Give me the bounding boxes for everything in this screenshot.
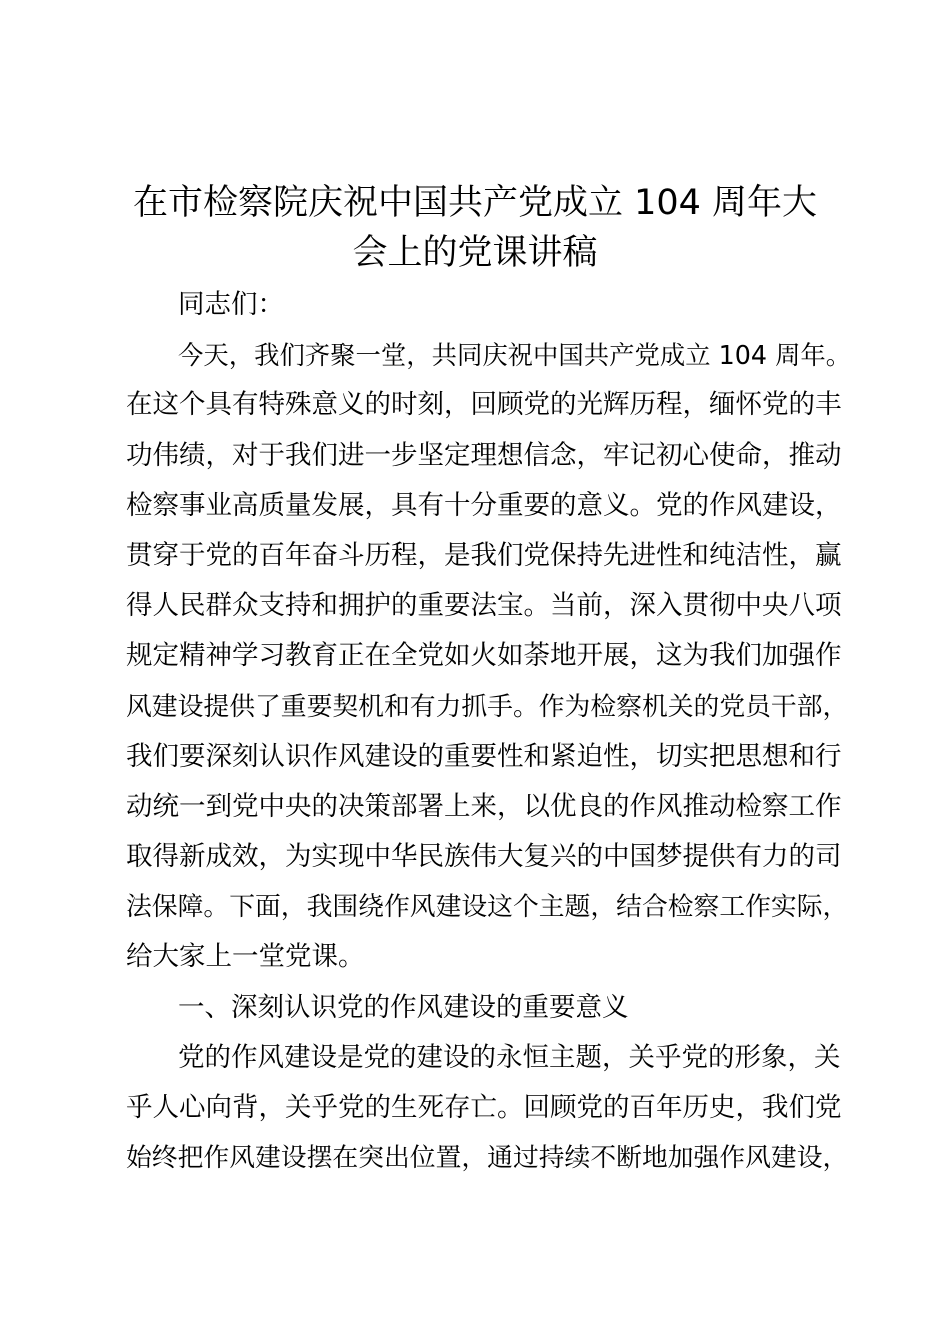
body-line: 风建设提供了重要契机和有力抓手。作为检察机关的党员干部， xyxy=(126,691,849,722)
body-line: 动统一到党中央的决策部署上来，以优良的作风推动检察工作 xyxy=(126,790,842,822)
body-line: 功伟绩，对于我们进一步坚定理想信念，牢记初心使命，推动 xyxy=(126,439,842,471)
body-line: 在这个具有特殊意义的时刻，回顾党的光辉历程，缅怀党的丰 xyxy=(126,389,842,421)
title-line: 会上的党课讲稿 xyxy=(352,233,598,273)
body-line: 检察事业高质量发展，具有十分重要的意义。党的作风建设， xyxy=(126,489,842,521)
document-body xyxy=(126,280,856,1183)
body-line: 得人民群众支持和拥护的重要法宝。当前，深入贯彻中央八项 xyxy=(126,590,842,622)
title-line: 在市检察院庆祝中国共产党成立 104 周年大 xyxy=(132,183,818,223)
document-title xyxy=(110,178,840,278)
salutation-line: 同志们： xyxy=(178,289,284,320)
body-line: 规定精神学习教育正在全党如火如荼地开展，这为我们加强作 xyxy=(126,640,842,672)
body-line: 给大家上一堂党课。 xyxy=(126,941,365,973)
body-line: 取得新成效，为实现中华民族伟大复兴的中国梦提供有力的司 xyxy=(126,841,842,873)
body-line: 我们要深刻认识作风建设的重要性和紧迫性，切实把思想和行 xyxy=(126,740,842,772)
body-line: 党的作风建设是党的建设的永恒主题，关乎党的形象，关 xyxy=(178,1041,841,1073)
body-line: 贯穿于党的百年奋斗历程，是我们党保持先进性和纯洁性，赢 xyxy=(126,539,842,571)
body-line: 今天，我们齐聚一堂，共同庆祝中国共产党成立 104 周年。 xyxy=(178,340,852,371)
section-heading: 一、深刻认识党的作风建设的重要意义 xyxy=(178,991,629,1023)
body-line: 乎人心向背，关乎党的生死存亡。回顾党的百年历史，我们党 xyxy=(126,1092,842,1123)
body-line: 法保障。下面，我围绕作风建设这个主题，结合检察工作实际， xyxy=(126,892,849,923)
body-line: 始终把作风建设摆在突出位置，通过持续不断地加强作风建设， xyxy=(126,1143,849,1174)
